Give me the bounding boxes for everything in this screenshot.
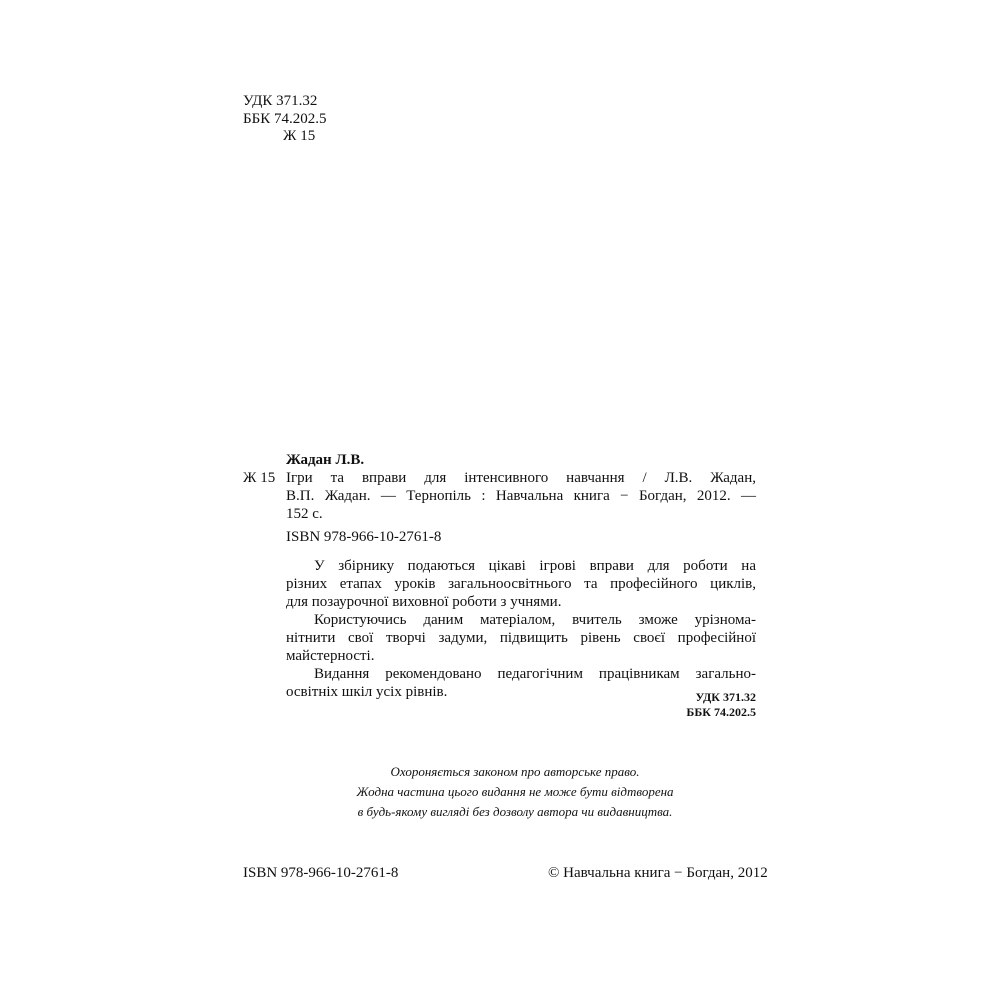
top-author-mark: Ж 15 <box>283 128 316 144</box>
annotation-line: для позаурочної виховної роботи з учнями. <box>286 594 562 610</box>
copyright-notice-line: Жодна частина цього видання не може бути відтворена <box>356 784 674 799</box>
top-udk-code: УДК 371.32 <box>243 93 318 109</box>
annotation-line: майстерності. <box>286 648 375 664</box>
record-title-line: В.П. Жадан. — Тернопіль : Навчальна книга − Богдан, 2012. — <box>286 488 756 504</box>
copyright-notice-line: в будь-якому вигляді без дозволу автора чи видавництва. <box>357 804 673 819</box>
annotation-line: У збірнику подаються цікаві ігрові вправи для роботи на <box>314 558 756 574</box>
record-mark: Ж 15 <box>243 470 276 486</box>
record-author: Жадан Л.В. <box>286 452 365 468</box>
annotation-line: Видання рекомендовано педагогічним працівникам загально- <box>314 666 756 682</box>
top-bbk-code: ББК 74.202.5 <box>243 111 327 127</box>
footer-copyright: © Навчальна книга − Богдан, 2012 <box>548 865 768 881</box>
copyright-notice-line: Охороняється законом про авторське право. <box>390 764 640 779</box>
record-title-line: Ігри та вправи для інтенсивного навчання / Л.В. Жадан, <box>286 470 756 486</box>
annotation-bbk: ББК 74.202.5 <box>686 705 756 719</box>
record-title-line: 152 с. <box>286 506 323 522</box>
copyright-notice <box>290 762 740 822</box>
record-title <box>286 469 756 523</box>
annotation-udk: УДК 371.32 <box>695 690 756 704</box>
record-isbn: ISBN 978-966-10-2761-8 <box>286 529 442 545</box>
annotation-line: нітнити свої творчі задуми, підвищить рівень своєї професійної <box>286 630 756 646</box>
annotation-line: різних етапах уроків загальноосвітнього та професійного циклів, <box>286 576 756 592</box>
annotation-line: Користуючись даним матеріалом, вчитель зможе урізнома- <box>314 612 756 628</box>
annotation <box>286 557 756 701</box>
footer-isbn: ISBN 978-966-10-2761-8 <box>243 865 399 881</box>
annotation-line: освітніх шкіл усіх рівнів. <box>286 684 448 700</box>
